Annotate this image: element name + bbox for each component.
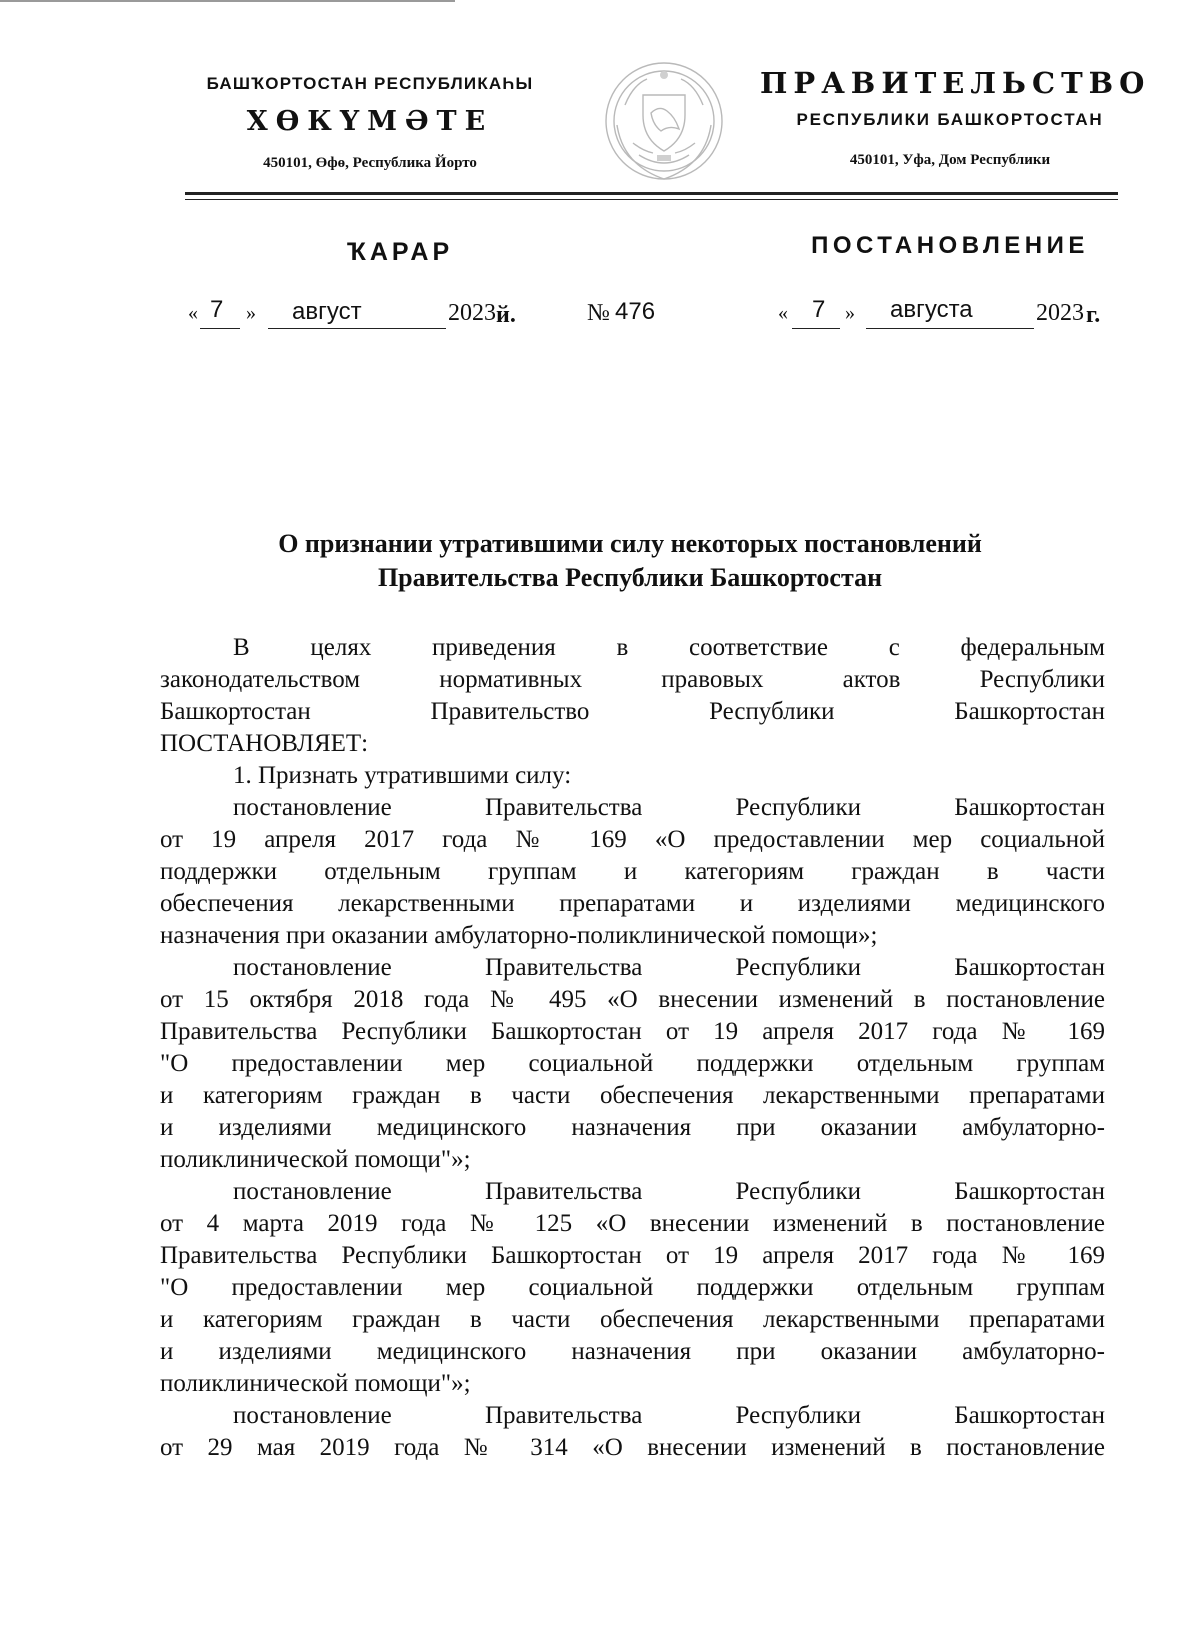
date-russian-open-quote: « (778, 302, 788, 324)
body-line: постановление Правительства Республики Башкортостан (233, 1178, 1105, 1205)
date-bashkir-close-quote: » (246, 302, 256, 324)
body-line: Правительства Республики Башкортостан от 19 апреля 2017 года № 169 (160, 1242, 1105, 1269)
body-line: и изделиями медицинского назначения при оказании амбулаторно- (160, 1338, 1105, 1365)
date-russian-month: августа (890, 296, 973, 323)
body-line: от 29 мая 2019 года № 314 «О внесении изменений в постановление (160, 1434, 1105, 1461)
body-line: поликлинической помощи"»; (160, 1146, 471, 1173)
body-line: законодательством нормативных правовых актов Республики (160, 666, 1105, 693)
body-line: назначения при оказании амбулаторно-поликлинической помощи»; (160, 922, 878, 949)
date-russian-close-quote: » (845, 302, 855, 324)
body-line: постановление Правительства Республики Башкортостан (233, 794, 1105, 821)
scan-edge-line (0, 0, 455, 2)
body-line: от 4 марта 2019 года № 125 «О внесении изменений в постановление (160, 1210, 1105, 1237)
date-russian-day: 7 (812, 296, 826, 323)
body-line: В целях приведения в соответствие с федеральным (233, 634, 1105, 661)
number-sign: № (587, 300, 610, 326)
date-bashkir-day: 7 (210, 296, 224, 323)
date-russian-month-underline (866, 328, 1034, 329)
header-russian-republic: РЕСПУБЛИКИ БАШКОРТОСТАН (796, 110, 1104, 129)
body-line: и категориям граждан в части обеспечения лекарственными препаратами (160, 1306, 1105, 1333)
document-title-line: О признании утратившими силу некоторых постановлений (278, 529, 982, 558)
body-line: поддержки отдельным группам и категориям граждан в части (160, 858, 1105, 885)
body-line: и изделиями медицинского назначения при оказании амбулаторно- (160, 1114, 1105, 1141)
doc-type-bashkir: ҠАРАР (346, 238, 454, 266)
number-value: 476 (615, 298, 656, 325)
body-line: постановление Правительства Республики Башкортостан (233, 1402, 1105, 1429)
date-bashkir-open-quote: « (188, 302, 198, 324)
coat-of-arms-icon (603, 55, 725, 187)
date-russian-day-underline (792, 328, 840, 329)
date-russian-year: 2023 (1036, 300, 1084, 326)
body-line: от 15 октября 2018 года № 495 «О внесении изменений в постановление (160, 986, 1105, 1013)
date-bashkir-day-underline (200, 328, 240, 329)
header-divider-thin (185, 199, 1118, 200)
header-russian-address: 450101, Уфа, Дом Республики (849, 152, 1051, 168)
body-line: ПОСТАНОВЛЯЕТ: (160, 730, 369, 757)
header-russian (760, 66, 1151, 169)
date-bashkir-suffix: й. (496, 302, 516, 328)
document-title (160, 527, 1100, 595)
header-bashkir-republic: БАШҠОРТОСТАН РЕСПУБЛИКАҺЫ (206, 74, 534, 93)
date-bashkir-month: август (292, 298, 362, 325)
document-body (160, 632, 1105, 1464)
body-line: обеспечения лекарственными препаратами и изделиями медицинского (160, 890, 1105, 917)
header-bashkir (160, 74, 580, 172)
body-line: поликлинической помощи"»; (160, 1370, 471, 1397)
body-line: "О предоставлении мер социальной поддержки отдельным группам (160, 1050, 1105, 1077)
date-russian-suffix: г. (1086, 302, 1101, 328)
body-line: Правительства Республики Башкортостан от 19 апреля 2017 года № 169 (160, 1018, 1105, 1045)
date-bashkir-year: 2023 (448, 300, 496, 326)
header-bashkir-address: 450101, Өфө, Республика Йорто (263, 155, 477, 171)
body-line: 1. Признать утратившими силу: (233, 762, 572, 789)
document-title-line: Правительства Республики Башкортостан (377, 563, 883, 592)
body-line: постановление Правительства Республики Башкортостан (233, 954, 1105, 981)
body-line: от 19 апреля 2017 года № 169 «О предоставлении мер социальной (160, 826, 1105, 853)
body-line: "О предоставлении мер социальной поддержки отдельным группам (160, 1274, 1105, 1301)
body-line: и категориям граждан в части обеспечения лекарственными препаратами (160, 1082, 1105, 1109)
header-divider-thick (185, 192, 1118, 195)
header-bashkir-government: ХӨКҮМӘТЕ (246, 106, 494, 137)
date-bashkir-month-underline (268, 328, 446, 329)
body-line: Башкортостан Правительство Республики Башкортостан (160, 698, 1105, 725)
header-russian-government: ПРАВИТЕЛЬСТВО (760, 66, 1151, 100)
doc-type-russian: ПОСТАНОВЛЕНИЕ (811, 232, 1089, 259)
